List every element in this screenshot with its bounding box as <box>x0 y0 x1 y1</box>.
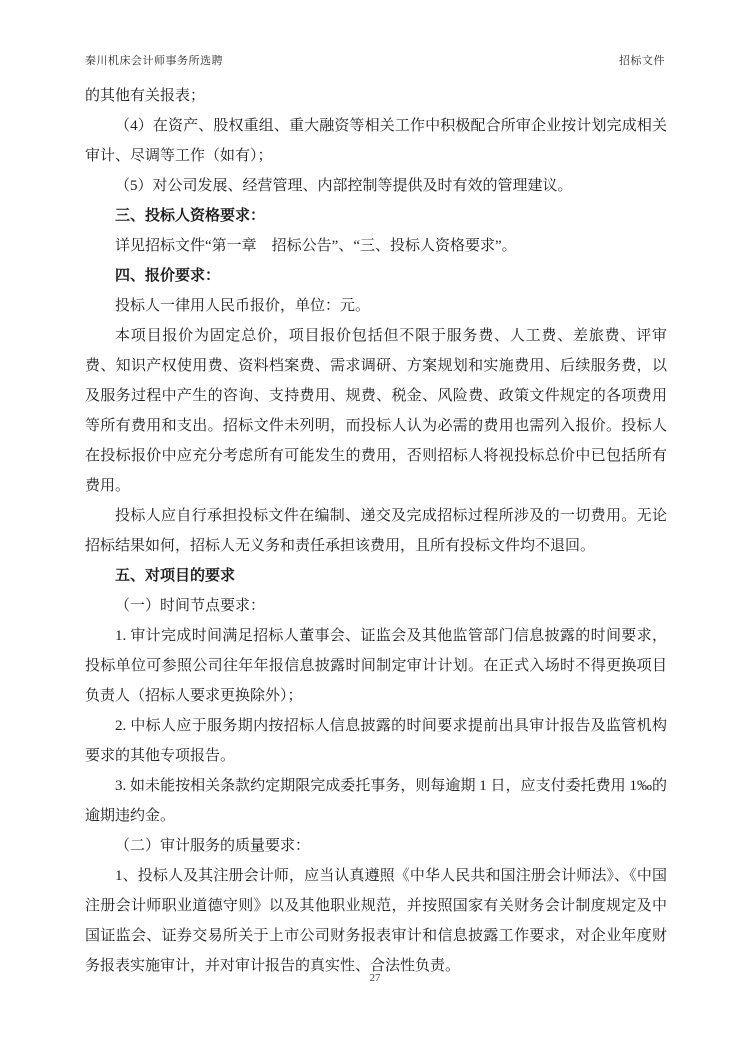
paragraph: （5）对公司发展、经营管理、内部控制等提供及时有效的管理建议。 <box>115 178 573 194</box>
page-footer <box>0 972 750 984</box>
paragraph: 本项目报价为固定总价，项目报价包括但不限于服务费、人工费、差旅费、评审费、知识产权使用费、资料档案费、需求调研、方案规划和实施费用、后续服务费，以及服务过程中产生的咨询、支持费用、规费、税金、风险费、政策文件规定的各项费用等所有费用和支出。招标文件未列明，而投标人认为必需的费用也需列入报价。投标人在投标报价中应充分考虑所有可能发生的费用，否则招标人将视投标总价中已包括所有费用。 <box>85 328 667 494</box>
paragraph: 的其他有关报表； <box>85 88 206 104</box>
page-header <box>85 52 665 68</box>
document-body <box>85 81 667 981</box>
section-heading: 三、投标人资格要求： <box>115 208 266 224</box>
header-left-text: 秦川机床会计师事务所选聘 <box>85 55 223 67</box>
paragraph: 投标人一律用人民币报价，单位：元。 <box>115 298 371 314</box>
section-heading: 五、对项目的要求 <box>115 568 236 584</box>
paragraph: 详见招标文件“第一章 招标公告”、“三、投标人资格要求”。 <box>115 238 517 254</box>
header-right-text: 招标文件 <box>619 55 665 67</box>
page-number: 27 <box>369 972 381 984</box>
paragraph: （4）在资产、股权重组、重大融资等相关工作中积极配合所审企业按计划完成相关审计、尽调等工作（如有）； <box>85 118 667 164</box>
paragraph: 2. 中标人应于服务期内按招标人信息披露的时间要求提前出具审计报告及监管机构要求的其他专项报告。 <box>85 718 667 764</box>
paragraph: 3. 如未能按相关条款约定期限完成委托事务，则每逾期 1 日，应支付委托费用 1‰的逾期违约金。 <box>85 778 667 824</box>
paragraph: 1、投标人及其注册会计师，应当认真遵照《中华人民共和国注册会计师法》、《中国注册会计师职业道德守则》以及其他职业规范，并按照国家有关财务会计制度规定及中国证监会、证券交易所关于上市公司财务报表审计和信息披露工作要求，对企业年度财务报表实施审计，并对审计报告的真实性、合法性负责。 <box>85 868 667 974</box>
section-heading: 四、报价要求： <box>115 268 221 284</box>
paragraph: 投标人应自行承担投标文件在编制、递交及完成招标过程所涉及的一切费用。无论招标结果如何，招标人无义务和责任承担该费用，且所有投标文件均不退回。 <box>85 508 667 554</box>
paragraph: （二）审计服务的质量要求： <box>115 838 311 854</box>
paragraph: （一）时间节点要求： <box>115 598 266 614</box>
paragraph: 1. 审计完成时间满足招标人董事会、证监会及其他监管部门信息披露的时间要求，投标单位可参照公司往年年报信息披露时间制定审计计划。在正式入场时不得更换项目负责人（招标人要求更换除外）； <box>85 628 667 704</box>
